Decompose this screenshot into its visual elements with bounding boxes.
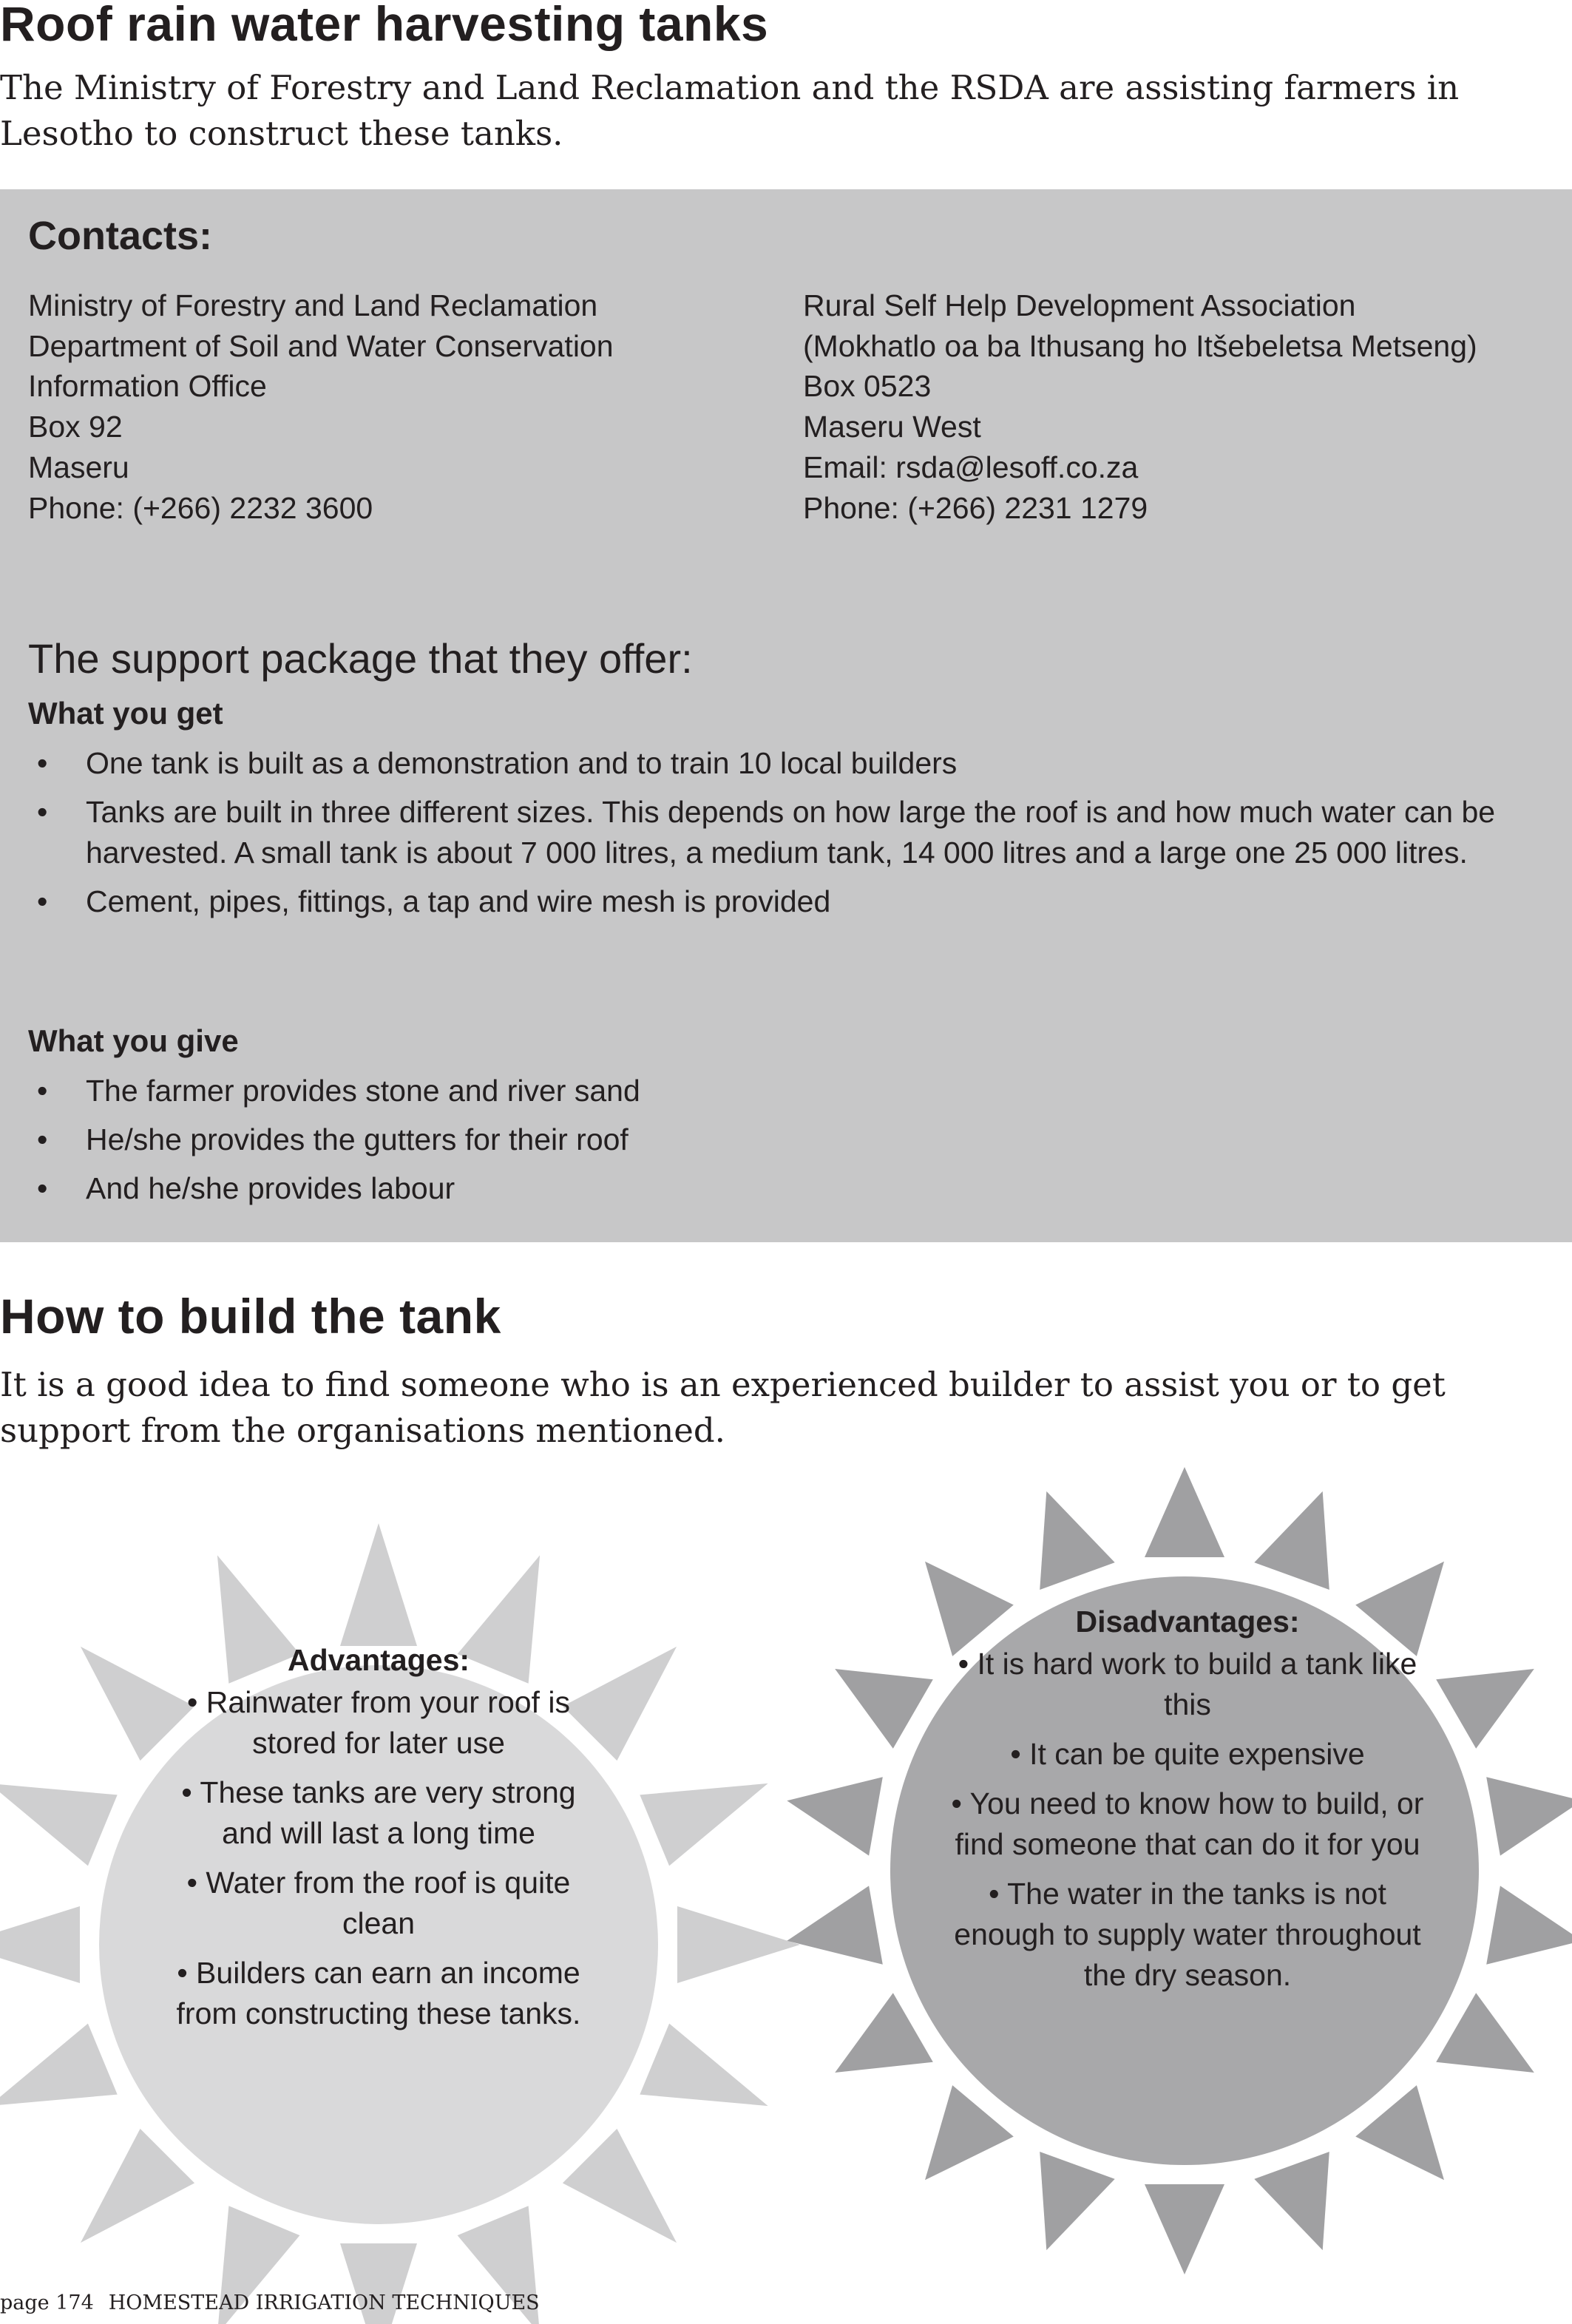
sun-ray	[640, 1783, 768, 1866]
sun-ray	[1254, 2152, 1329, 2250]
sun-ray	[1145, 1467, 1224, 1557]
contact-line: Box 0523	[803, 369, 932, 404]
sun-ray	[1145, 2184, 1224, 2274]
sun-ray	[1486, 1886, 1572, 1964]
sun-ray	[81, 2129, 194, 2243]
advantage-item: • Rainwater from your roof is stored for later use	[187, 1685, 570, 1760]
sun-ray	[0, 2024, 118, 2107]
what-you-get-heading: What you get	[28, 696, 223, 731]
list-item: • And he/she provides labour	[28, 1168, 1507, 1209]
section-name: HOMESTEAD IRRIGATION TECHNIQUES	[108, 2291, 540, 2314]
sun-ray	[787, 1777, 883, 1855]
contact-line: Rural Self Help Development Association	[803, 288, 1356, 322]
disadvantages-title: Disadvantages:	[1075, 1605, 1300, 1639]
disadvantage-item: • It can be quite expensive	[1010, 1737, 1365, 1771]
contact-line: Information Office	[28, 369, 267, 404]
sun-ray	[0, 1783, 118, 1866]
list-item: • Tanks are built in three different sizes. This depends on how large the roof is and how much water can be harvested. A small tank is about 7 000 litres, a medium tank, 14 000 litres and a large one 25 000 litres.	[28, 792, 1507, 873]
page-title: Roof rain water harvesting tanks	[0, 0, 769, 51]
list-item: • One tank is built as a demonstration and to train 10 local builders	[28, 743, 1507, 784]
sun-ray	[787, 1886, 883, 1964]
intro-paragraph: The Ministry of Forestry and Land Reclamation and the RSDA are assisting farmers in Lesotho to construct these tanks.	[0, 68, 1460, 153]
advantage-item: • These tanks are very strong and will last a long time	[181, 1775, 576, 1850]
page-footer	[0, 2291, 540, 2316]
contact-phone: Phone: (+266) 2232 3600	[28, 490, 373, 525]
advantage-item: • Water from the roof is quite clean	[186, 1866, 571, 1940]
disadvantage-item: • The water in the tanks is not enough to supply water throughout the dry season.	[954, 1877, 1421, 1992]
sun-ray	[1436, 1993, 1534, 2073]
sun-ray	[835, 1669, 933, 1749]
build-intro: It is a good idea to find someone who is an experienced builder to assist you or to get support from the organisations mentioned.	[0, 1365, 1446, 1450]
advantages-box	[172, 1640, 586, 2043]
disadvantage-item: • You need to know how to build, or find someone that can do it for you	[951, 1786, 1424, 1861]
list-item: • He/she provides the gutters for their roof	[28, 1119, 1507, 1160]
advantage-item: • Builders can earn an income from constructing these tanks.	[176, 1956, 581, 2030]
contact-line: Maseru	[28, 450, 129, 484]
contact-phone: Phone: (+266) 2231 1279	[803, 490, 1148, 525]
contact-email: Email: rsda@lesoff.co.za	[803, 450, 1139, 484]
advantages-title: Advantages:	[287, 1643, 470, 1677]
sun-ray	[1040, 2152, 1115, 2250]
sun-ray	[1040, 1491, 1115, 1590]
contact-line: Box 92	[28, 410, 123, 444]
support-title: The support package that they offer:	[28, 635, 693, 682]
contact-line: Department of Soil and Water Conservation	[28, 328, 614, 363]
sun-ray	[563, 2129, 677, 2243]
sun-ray	[1436, 1669, 1534, 1749]
page-number: page 174	[0, 2291, 94, 2314]
sun-ray	[1486, 1777, 1572, 1855]
contact-line: Maseru West	[803, 410, 981, 444]
sun-ray	[340, 1523, 417, 1646]
what-you-give-heading: What you give	[28, 1023, 239, 1058]
sun-ray	[835, 1993, 933, 2073]
contact-line: (Mokhatlo oa ba Ithusang ho Itšebeletsa Metseng)	[803, 328, 1477, 363]
disadvantage-item: • It is hard work to build a tank like this	[958, 1647, 1417, 1721]
sun-ray	[640, 2024, 768, 2107]
sun-ray	[677, 1906, 800, 1983]
list-item: • The farmer provides stone and river sand	[28, 1071, 1507, 1111]
sun-ray	[1254, 1491, 1329, 1590]
contacts-title: Contacts:	[28, 214, 213, 258]
disadvantages-box	[936, 1602, 1439, 2005]
build-title: How to build the tank	[0, 1289, 501, 1344]
contact-line: Ministry of Forestry and Land Reclamation	[28, 288, 598, 322]
sun-ray	[0, 1906, 80, 1983]
list-item: • Cement, pipes, fittings, a tap and wire mesh is provided	[28, 881, 1507, 922]
